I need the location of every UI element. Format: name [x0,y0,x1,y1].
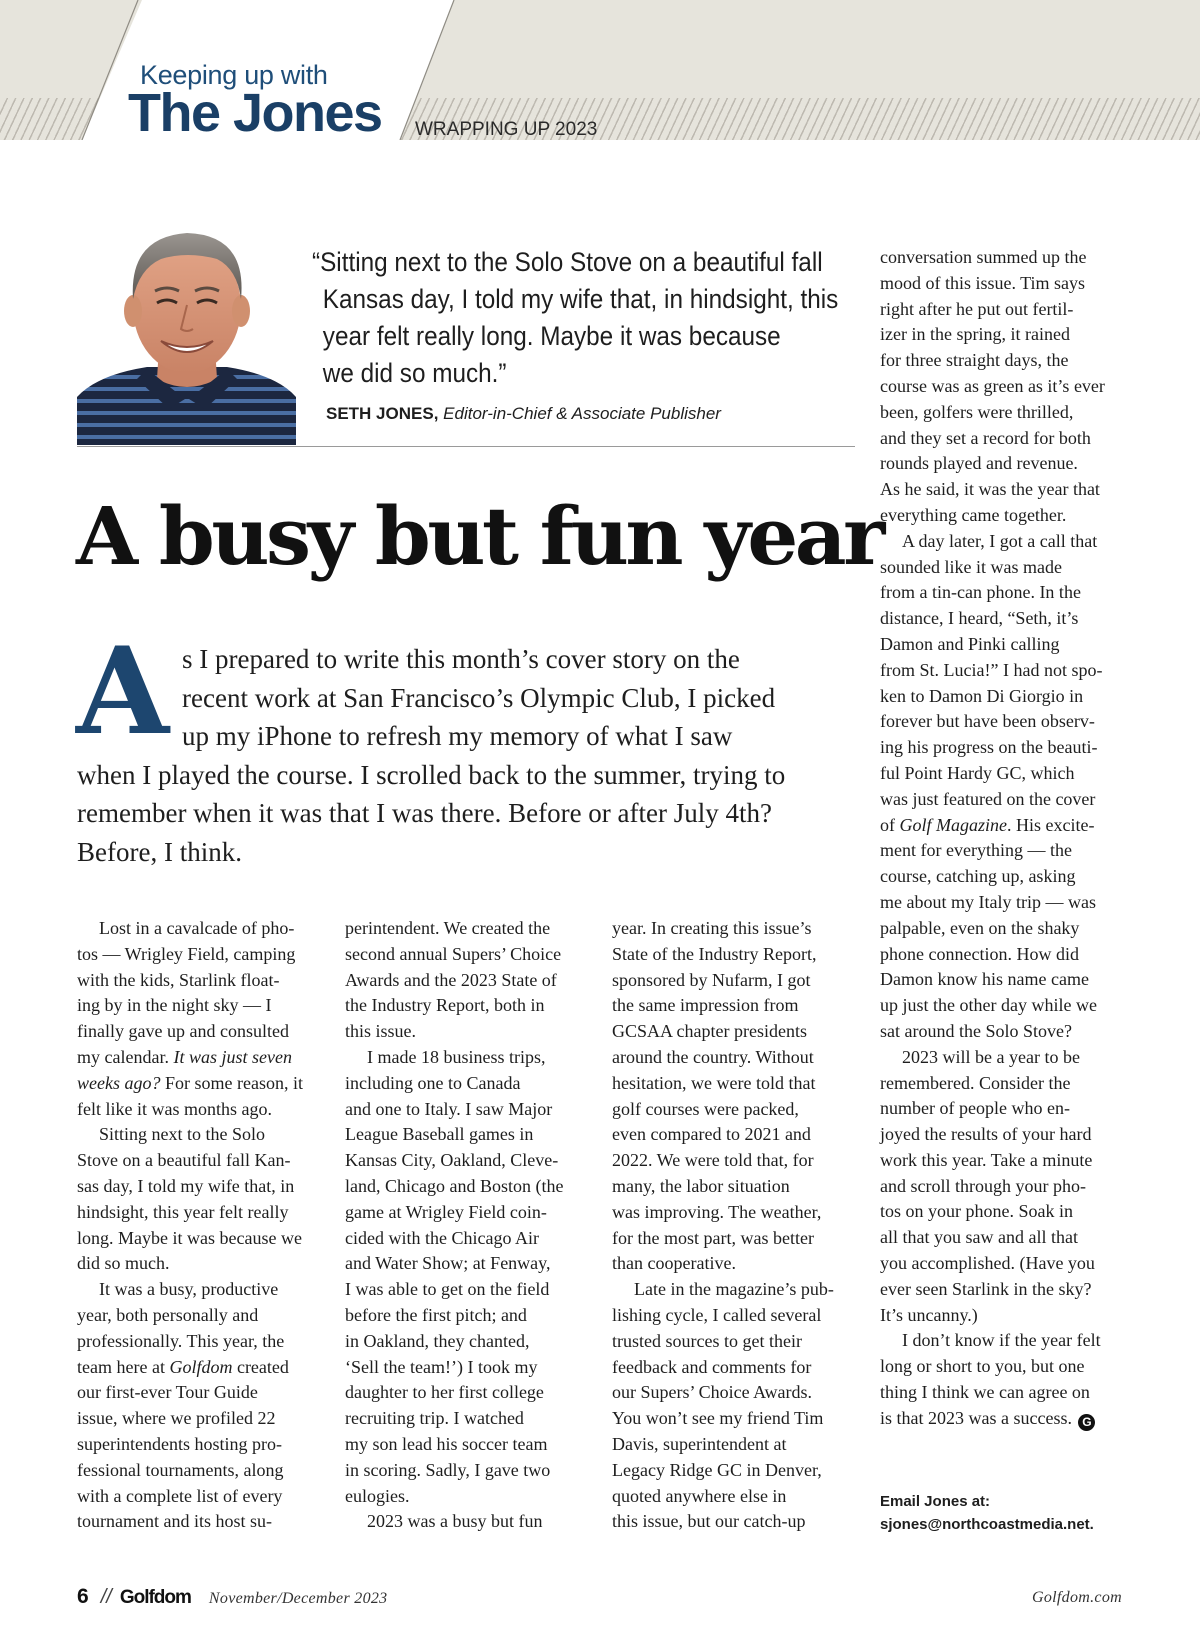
body-line: tos on your phone. Soak in [880,1201,1073,1222]
column-name: The Jones [128,83,382,143]
body-line: joyed the results of your hard [880,1124,1092,1145]
body-line: It’s uncanny.) [880,1304,978,1325]
body-column-1 [77,916,327,1535]
body-line: palpable, even on the shaky [880,917,1080,938]
body-line: me about my Italy trip — was [880,891,1096,912]
body-line: eulogies. [345,1485,410,1506]
body-line: ing his progress on the beauti- [880,737,1098,758]
section-tag: WRAPPING UP 2023 [415,119,598,140]
body-line: ment for everything — the [880,840,1072,861]
body-line: right after he put out fertil- [880,298,1074,319]
body-line: and they set a record for both [880,427,1091,448]
body-line: thing I think we can agree on [880,1382,1090,1403]
body-text: created [236,1356,289,1377]
body-line: long. Maybe it was because we [77,1227,302,1248]
body-column-3 [612,916,862,1535]
body-line: It was a busy, productive [99,1279,279,1300]
body-line: game at Wrigley Field coin- [345,1201,547,1222]
body-line: including one to Canada [345,1072,521,1093]
body-line: issue, where we profiled 22 [77,1408,276,1429]
pull-quote-line: year felt really long. Maybe it was because [322,321,781,351]
byline-role: Editor-in-Chief & Associate Publisher [443,404,721,423]
body-line: tournament and its host su- [77,1511,272,1532]
body-line: been, golfers were thrilled, [880,401,1074,422]
pull-quote-line: Kansas day, I told my wife that, in hindsight, this [322,284,839,314]
lede-line: recent work at San Francisco’s Olympic Club, I picked [182,682,776,713]
body-line [77,1355,327,1381]
body-line: even compared to 2021 and [612,1124,811,1145]
body-line: in scoring. Sadly, I gave two [345,1459,551,1480]
body-line: I was able to get on the field [345,1279,550,1300]
body-column-2 [345,916,595,1535]
body-line: long or short to you, but one [880,1356,1085,1377]
body-text: of [880,814,895,835]
body-line: did so much. [77,1253,170,1274]
body-line: You won’t see my friend Tim [612,1408,824,1429]
body-line: and Water Show; at Fenway, [345,1253,551,1274]
body-line: and one to Italy. I saw Major [345,1098,553,1119]
body-line: phone connection. How did [880,943,1079,964]
body-line [77,1045,327,1071]
body-line: Lost in a cavalcade of pho- [99,918,295,938]
byline-name: SETH JONES, [326,404,439,423]
body-line: my son lead his soccer team [345,1433,548,1454]
body-line: daughter to her first college [345,1382,544,1403]
body-line: with the kids, Starlink float- [77,969,280,990]
body-line: year, both personally and [77,1304,259,1325]
email-address[interactable]: sjones@northcoastmedia.net. [880,1516,1094,1533]
body-line: everything came together. [880,504,1067,525]
body-line: sas day, I told my wife that, in [77,1175,295,1196]
body-line: As he said, it was the year that [880,479,1100,500]
author-portrait-photo [77,207,296,445]
body-line: trusted sources to get their [612,1330,802,1351]
body-line: was improving. The weather, [612,1201,822,1222]
body-line: work this year. Take a minute [880,1149,1093,1170]
body-line: Davis, superintendent at [612,1433,787,1454]
body-line: up just the other day while we [880,995,1097,1016]
body-line: finally gave up and consulted [77,1021,289,1042]
column-kicker: Keeping up with [140,60,328,90]
body-line: lishing cycle, I called several [612,1304,822,1325]
body-line: I don’t know if the year felt [902,1330,1101,1351]
body-line: feedback and comments for [612,1356,812,1377]
body-line: felt like it was months ago. [77,1098,272,1119]
magazine-name: Golfdom [119,1587,191,1608]
body-line: GCSAA chapter presidents [612,1021,807,1042]
body-line: ken to Damon Di Giorgio in [880,685,1084,706]
body-italic: It was just seven [173,1046,292,1067]
email-label: Email Jones at: [880,1493,991,1510]
body-line: 2022. We were told that, for [612,1150,814,1171]
body-line: League Baseball games in [345,1124,534,1145]
website-url[interactable]: Golfdom.com [1032,1589,1122,1606]
body-text: For some reason, it [164,1072,303,1093]
body-line: in Oakland, they chanted, [345,1330,530,1351]
body-line: you accomplished. (Have you [880,1253,1095,1274]
body-line: this issue. [345,1021,417,1042]
body-line: Legacy Ridge GC in Denver, [612,1459,822,1480]
body-line: quoted anywhere else in [612,1485,787,1506]
body-line: conversation summed up the [880,247,1087,267]
body-text: team here at [77,1356,165,1377]
body-line: Late in the magazine’s pub- [634,1279,834,1300]
body-line: cided with the Chicago Air [345,1227,539,1248]
body-line: with a complete list of every [77,1485,283,1506]
body-line: course was as green as it’s ever [880,375,1105,396]
body-line: all that you saw and all that [880,1227,1078,1248]
body-line: recruiting trip. I watched [345,1408,524,1429]
body-text: . His excite- [1007,814,1095,835]
pull-quote-line: “Sitting next to the Solo Stove on a beautiful fall [312,247,823,277]
body-line: ful Point Hardy GC, which [880,762,1075,783]
body-line: perintendent. We created the [345,918,551,938]
body-line: our Supers’ Choice Awards. [612,1382,812,1403]
body-line: Stove on a beautiful fall Kan- [77,1150,291,1171]
body-column-4 [880,245,1130,1432]
body-line: course, catching up, asking [880,866,1076,887]
lede-line: Before, I think. [77,836,242,867]
body-line: many, the labor situation [612,1175,790,1196]
article-headline: A busy but fun year [76,489,882,583]
body-line: from a tin-can phone. In the [880,582,1081,603]
body-line: ‘Sell the team!’) I took my [345,1356,538,1377]
body-line: the Industry Report, both in [345,995,545,1016]
body-line [77,1071,327,1097]
body-line: was just featured on the cover [880,788,1096,809]
body-line: hesitation, we were told that [612,1072,816,1093]
body-line: and scroll through your pho- [880,1175,1086,1196]
body-italic: weeks ago? [77,1072,161,1093]
body-italic: Golfdom [169,1356,233,1377]
body-line: rounds played and revenue. [880,453,1078,474]
body-line: Damon and Pinki calling [880,633,1060,654]
body-line: izer in the spring, it rained [880,324,1070,345]
body-line: distance, I heard, “Seth, it’s [880,608,1079,629]
issue-date: November/December 2023 [208,1590,388,1607]
body-line: from St. Lucia!” I had not spo- [880,659,1103,680]
body-line: the same impression from [612,995,799,1016]
body-line: this issue, but our catch-up [612,1511,806,1532]
body-line: Sitting next to the Solo [99,1124,266,1145]
body-line: ever seen Starlink in the sky? [880,1278,1092,1299]
body-line: golf courses were packed, [612,1098,799,1119]
body-line: sponsored by Nufarm, I got [612,969,811,990]
body-text: my calendar. [77,1046,169,1067]
body-line: number of people who en- [880,1098,1070,1119]
lede-line: remember when it was that I was there. Before or after July 4th? [77,798,772,828]
page-number: 6 [77,1585,89,1608]
body-line: land, Chicago and Boston (the [345,1175,564,1196]
body-line: remembered. Consider the [880,1072,1071,1093]
drop-cap: A [76,621,170,762]
lede-line: up my iPhone to refresh my memory of what I saw [182,721,733,751]
body-line: forever but have been observ- [880,711,1095,732]
body-line: ing by in the night sky — I [77,995,272,1016]
pull-quote [312,244,839,392]
body-line: professionally. This year, the [77,1330,285,1351]
body-line: 2023 will be a year to be [902,1046,1080,1067]
page-footer [77,1585,387,1609]
body-line: before the first pitch; and [345,1304,527,1325]
body-line: A day later, I got a call that [902,530,1098,551]
article-lede [77,640,857,871]
body-italic: Golf Magazine [899,814,1007,835]
body-line: Kansas City, Oakland, Cleve- [345,1150,559,1171]
body-line: for three straight days, the [880,350,1069,371]
lede-line: when I played the course. I scrolled back to the summer, trying to [77,759,786,790]
body-line: hindsight, this year felt really [77,1201,289,1222]
body-line: tos — Wrigley Field, camping [77,943,296,964]
body-line: than cooperative. [612,1253,736,1274]
lede-line: s I prepared to write this month’s cover story on the [182,644,740,674]
pull-quote-line: we did so much.” [322,358,507,388]
body-text: is that 2023 was a success. [880,1407,1072,1428]
golfdom-end-mark-icon: G [1078,1414,1095,1431]
body-line: fessional tournaments, along [77,1459,284,1480]
body-line: 2023 was a busy but fun [367,1511,543,1532]
body-line: mood of this issue. Tim says [880,272,1086,293]
body-line: year. In creating this issue’s [612,918,812,938]
quote-byline [326,404,721,424]
body-line: State of the Industry Report, [612,943,817,964]
body-line: our first-ever Tour Guide [77,1382,258,1403]
quote-divider [77,446,855,447]
body-line: superintendents hosting pro- [77,1433,282,1454]
body-line: for the most part, was better [612,1227,814,1248]
body-line: Damon know his name came [880,969,1089,990]
body-line: sounded like it was made [880,556,1062,577]
body-line: sat around the Solo Stove? [880,1020,1072,1041]
author-email-block [880,1490,1094,1536]
footer-separator: // [100,1586,112,1608]
body-line: second annual Supers’ Choice [345,943,562,964]
body-line: Awards and the 2023 State of [345,969,557,990]
body-line: I made 18 business trips, [367,1046,546,1067]
body-line: around the country. Without [612,1046,814,1067]
body-line [880,813,1130,839]
body-line [880,1406,1130,1432]
